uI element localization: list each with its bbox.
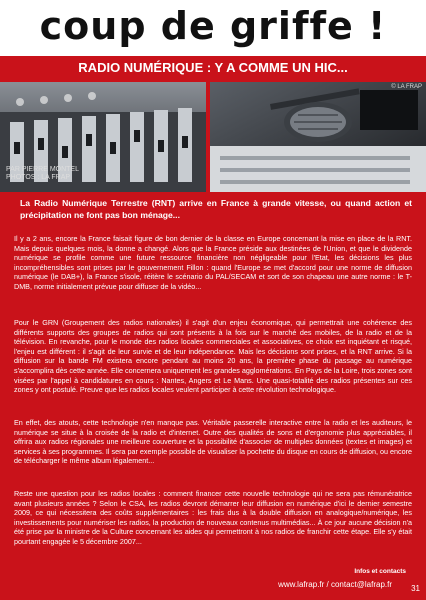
page-number: 31 <box>411 584 420 593</box>
paragraph-3: En effet, des atouts, cette technologie n'en manque pas. Véritable passerelle interactive entre la radio et les auditeurs, le numérique se situe à la croisée de la radio et d'internet. Outre des qualités de sons et d'ergonomie plus appréciables, il offrira aux radios régionales une meilleure couverture et la possibilité d'associer de multiples données (textes et images) et services à ses programmes. Il sera par exemple possible de visualiser la pochette du disque en cours de diffusion, ou encore de télécharger le même album légalement... <box>14 418 412 466</box>
photo-credit <box>6 166 79 182</box>
header-banner <box>0 0 426 56</box>
section-title: coup de griffe ! <box>39 4 387 48</box>
paragraph-4: Reste une question pour les radios locales : comment financer cette nouvelle technologie qui ne sera pas rémunératrice avant plusieurs années ? Selon le CSA, les radios devront démarrer leur diffusion en numérique d'ici le dernier semestre 2009, ce qui nécessitera des coûts supplémentaires : les frais dus à la double diffusion en analogique/numérique, les investissements pour numériser les radios, la production de nouveaux contenus multimédias... À ce jour aucune décision n'a été prise par la ministre de la Culture concernant les aides qui permettront à nos radios de franchir cette étape. Elle s'y était pourtant engagée le 5 décembre 2007... <box>14 489 412 546</box>
photo-tag: © LA FRAP <box>391 84 422 90</box>
article-lead: La Radio Numérique Terrestre (RNT) arrive en France à grande vitesse, ou quand action et précipitation ne font pas bon ménage... <box>20 198 412 220</box>
paragraph-1: Il y a 2 ans, encore la France faisait figure de bon dernier de la classe en Europe concernant la mise en place de la RNT. Mais depuis quelques mois, la donne a changé. Alors que la France préside aux destinées de l'Union, et que le dividende numérique se profile comme une future ressource financière non négligeable pour l'Etat, les décisions les plus incompréhensibles sont prises par le gouvernement Fillon : quand l'Europe se met d'accord pour une norme de diffusion numérique (le DAB+), la France s'isole, réitère le scénario du PAL/SECAM et sort de son chapeau une autre norme : le T-DMB, norme initialement prévue pour diffuser de la vidéo... <box>14 234 412 291</box>
article-subtitle: RADIO NUMÉRIQUE : Y A COMME UN HIC... <box>78 60 348 75</box>
credit-photos: PHOTOS : LA FRAP <box>6 174 71 181</box>
footer-contact: www.lafrap.fr / contact@lafrap.fr <box>278 580 392 589</box>
photo-mixing-console <box>0 82 206 192</box>
credit-author: PAR PIERRE MONTEL <box>6 166 79 173</box>
paragraph-2: Pour le GRN (Groupement des radios nationales) il s'agit d'un enjeu économique, qui permettrait une cohérence des différents supports des groupes de radios qui sont présents à la fois sur le marché des mobiles, de la radio et de la télévision. En revanche, pour le monde des radios locales commerciales et associatives, ce choix est inquiétant et risqué, l'enjeu est différent : il s'agit de leur survie et de leur indépendance. Mais les décisions sont prises, et la RNT arrive. Si la diffusion sur la bande FM existera encore pendant au moins 20 ans, la première phase du passage au numérique s'accomplira dès cette année. Elle concernera uniquement les grandes agglomérations. En Pays de la Loire, trois zones sont visées par l'appel à candidatures en cours : Nantes, Angers et Le Mans. Une quasi-totalité des radios présentes sur ces zones y ont postulé. Preuve que les radios locales veulent participer à cette révolution technologique. <box>14 318 412 395</box>
footer-label: Infos et contacts <box>354 568 406 575</box>
photo-studio-microphone <box>210 82 426 192</box>
